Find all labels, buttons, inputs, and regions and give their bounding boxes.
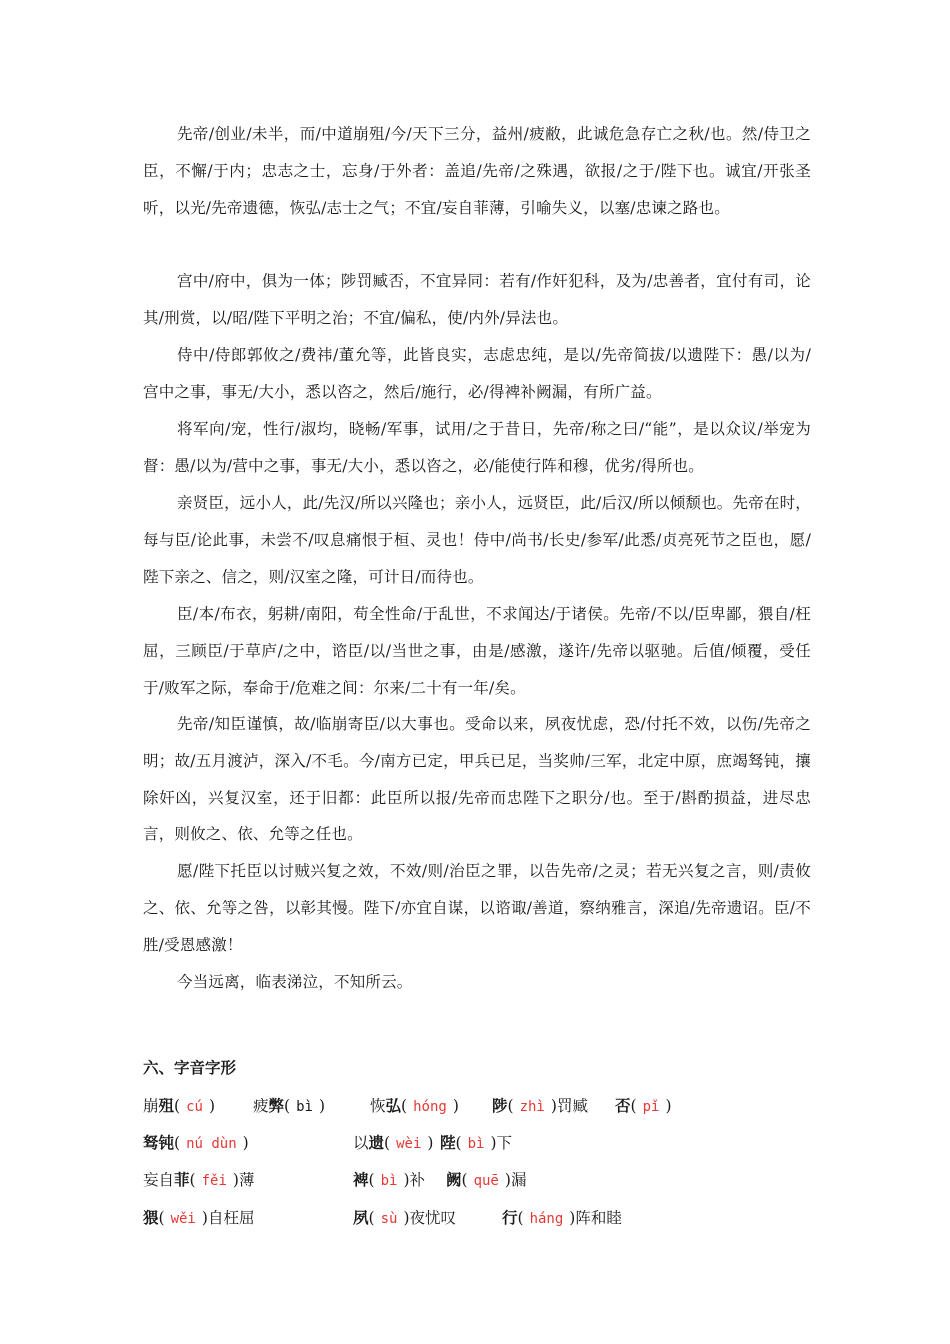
vocab-paren-open: ( bbox=[517, 1209, 524, 1227]
vocab-pinyin: hóng bbox=[413, 1099, 447, 1115]
vocab-headword: 弘 bbox=[385, 1096, 402, 1115]
vocab-headword: 阙 bbox=[446, 1170, 462, 1189]
vocab-item bbox=[143, 1168, 254, 1193]
vocab-suffix: 薄 bbox=[238, 1171, 255, 1189]
vocab-paren-close: ) bbox=[318, 1097, 326, 1115]
vocab-paren-close: ) bbox=[452, 1097, 459, 1115]
vocab-suffix: 漏 bbox=[510, 1171, 527, 1189]
vocab-suffix: 下 bbox=[496, 1134, 513, 1152]
vocab-suffix: 罚臧 bbox=[556, 1097, 588, 1115]
paragraph-4: 将军向/宠，性行/淑均，晓畅/军事，试用/之于昔日，先帝/称之曰/“能”，是以众议/举宠为督：愚/以为/营中之事，事无/大小，悉以咨之，必/能使行阵和穆，优劣/得所也。 bbox=[143, 420, 811, 475]
paragraph-7: 先帝/知臣谨慎，故/临崩寄臣/以大事也。受命以来，夙夜忧虑，恐/付托不效，以伤/先帝之明；故/五月渡泸，深入/不毛。今/南方已定，甲兵已足，当奖帅/三军，北定中原，庶竭驽钝，攘除奸凶，兴复汉室，还于旧都：此臣所以报/先帝而忠陛下之职分/也。至于/斟酌损益，进尽忠言，则攸之、依、允等之任也。 bbox=[143, 715, 811, 844]
vocab-paren-close: ) bbox=[403, 1171, 410, 1189]
vocab-headword: 夙 bbox=[353, 1208, 369, 1227]
vocab-pinyin: cú bbox=[186, 1099, 203, 1115]
vocab-headword: 否 bbox=[615, 1096, 631, 1115]
vocab-item bbox=[253, 1094, 325, 1119]
vocab-headword: 陟 bbox=[492, 1096, 508, 1115]
vocab-paren-close: ) bbox=[403, 1209, 410, 1227]
paragraph-8: 愿/陛下托臣以讨贼兴复之效，不效/则/治臣之罪，以告先帝/之灵；若无兴复之言，则/责攸之、依、允等之咎，以彰其慢。陛下/亦宜自谋，以谘诹/善道，察纳雅言，深追/先帝遗诏。臣/不胜/受恩感激！ bbox=[143, 862, 811, 954]
vocab-suffix: 补 bbox=[409, 1171, 426, 1189]
vocab-suffix: 阵和睦 bbox=[575, 1209, 622, 1227]
paragraph-5: 亲贤臣，远小人，此/先汉/所以兴隆也；亲小人，远贤臣，此/后汉/所以倾颓也。先帝在时，每与臣/论此事，未尝不/叹息痛恨于桓、灵也！侍中/尚书/长史/参军/此悉/贞亮死节之臣也，愿/陛下亲之、信之，则/汉室之隆，可计日/而待也。 bbox=[143, 494, 811, 586]
section-title: 六、字音字形 bbox=[143, 1058, 237, 1077]
vocab-paren-close: ) bbox=[504, 1171, 511, 1189]
vocab-paren-close: ) bbox=[490, 1134, 497, 1152]
vocab-paren-close: ) bbox=[427, 1134, 434, 1152]
vocab-prefix: 以 bbox=[353, 1134, 369, 1152]
vocab-paren-close: ) bbox=[242, 1134, 249, 1152]
vocab-headword: 驽钝 bbox=[143, 1133, 175, 1152]
vocab-paren-open: ( bbox=[455, 1134, 462, 1152]
vocab-item bbox=[370, 1094, 459, 1119]
vocab-headword: 遗 bbox=[368, 1133, 385, 1152]
vocab-paren-close: ) bbox=[208, 1097, 216, 1115]
vocab-paren-open: ( bbox=[284, 1097, 291, 1115]
vocab-prefix: 妄自 bbox=[143, 1171, 175, 1189]
vocab-item bbox=[353, 1168, 425, 1193]
vocab-pinyin: pǐ bbox=[642, 1099, 660, 1115]
vocab-item bbox=[502, 1206, 622, 1231]
vocab-paren-open: ( bbox=[368, 1171, 375, 1189]
vocab-pinyin: háng bbox=[529, 1211, 564, 1227]
vocab-headword: 菲 bbox=[174, 1170, 190, 1189]
vocab-headword: 弊 bbox=[268, 1096, 285, 1115]
vocab-prefix: 崩 bbox=[143, 1097, 159, 1115]
paragraph-9: 今当远离，临表涕泣，不知所云。 bbox=[177, 973, 413, 991]
vocab-suffix: 自枉屈 bbox=[207, 1209, 255, 1227]
vocab-paren-open: ( bbox=[401, 1097, 408, 1115]
vocab-pinyin: bì bbox=[467, 1136, 485, 1152]
vocab-headword: 猥 bbox=[143, 1208, 159, 1227]
vocab-item bbox=[143, 1131, 249, 1156]
vocab-item bbox=[353, 1206, 456, 1231]
vocab-item bbox=[143, 1094, 215, 1119]
vocab-item bbox=[353, 1131, 433, 1156]
vocab-paren-open: ( bbox=[174, 1134, 181, 1152]
vocab-pinyin: zhì bbox=[519, 1099, 545, 1115]
paragraph-3: 侍中/侍郎郭攸之/费祎/董允等，此皆良实，志虑忠纯，是以/先帝简拔/以遗陛下：愚/以为/宫中之事，事无/大小，悉以咨之，然后/施行，必/得裨补阙漏，有所广益。 bbox=[143, 346, 811, 401]
paragraph-2: 宫中/府中，俱为一体；陟罚臧否，不宜异同：若有/作奸犯科，及为/忠善者，宜付有司，论其/刑赏，以/昭/陛下平明之治；不宜/偏私，使/内外/异法也。 bbox=[143, 272, 811, 327]
vocab-headword: 裨 bbox=[353, 1170, 369, 1189]
vocab-headword: 殂 bbox=[158, 1096, 175, 1115]
vocab-prefix: 疲 bbox=[253, 1097, 269, 1115]
vocab-suffix: 夜忧叹 bbox=[409, 1209, 457, 1227]
vocab-headword: 行 bbox=[502, 1208, 518, 1227]
vocab-pinyin: sù bbox=[380, 1211, 398, 1227]
vocab-paren-close: ) bbox=[665, 1097, 672, 1115]
vocab-item bbox=[492, 1094, 588, 1119]
vocab-pinyin: wèi bbox=[396, 1136, 422, 1152]
vocab-paren-open: ( bbox=[158, 1209, 165, 1227]
vocab-item bbox=[440, 1131, 512, 1156]
vocab-paren-close: ) bbox=[232, 1171, 239, 1189]
paragraph-1: 先帝/创业/未半，而/中道崩殂/今/天下三分，益州/疲敝，此诚危急存亡之秋/也。然/侍卫之臣，不懈/于内；忠志之士，忘身/于外者：盖追/先帝/之殊遇，欲报/之于/陛下也。诚宜/开张圣听，以光/先帝遗德，恢弘/志士之气；不宜/妄自菲薄，引喻失义，以塞/忠谏之路也。 bbox=[143, 125, 811, 217]
vocab-paren-close: ) bbox=[550, 1097, 557, 1115]
vocab-paren-open: ( bbox=[384, 1134, 391, 1152]
vocab-headword: 陛 bbox=[440, 1133, 456, 1152]
vocab-pinyin: nú dùn bbox=[186, 1136, 237, 1152]
vocab-paren-close: ) bbox=[201, 1209, 208, 1227]
vocab-pinyin: bì bbox=[296, 1099, 313, 1115]
vocab-paren-open: ( bbox=[189, 1171, 196, 1189]
vocab-pinyin: quē bbox=[473, 1173, 499, 1189]
vocab-pinyin: wěi bbox=[170, 1211, 196, 1227]
vocab-paren-open: ( bbox=[461, 1171, 468, 1189]
vocab-item bbox=[615, 1094, 672, 1119]
vocab-paren-close: ) bbox=[569, 1209, 576, 1227]
vocab-pinyin: bì bbox=[380, 1173, 398, 1189]
vocab-paren-open: ( bbox=[507, 1097, 514, 1115]
vocab-item bbox=[446, 1168, 526, 1193]
vocab-paren-open: ( bbox=[368, 1209, 375, 1227]
vocab-pinyin: fěi bbox=[201, 1173, 227, 1189]
paragraph-6: 臣/本/布衣，躬耕/南阳，苟全性命/于乱世，不求闻达/于诸侯。先帝/不以/臣卑鄙，猥自/枉屈，三顾臣/于草庐/之中，谘臣/以/当世之事，由是/感激，遂许/先帝以驱驰。后值/倾覆，受任于/败军之际，奉命于/危难之间：尔来/二十有一年/矣。 bbox=[143, 605, 811, 697]
vocab-paren-open: ( bbox=[630, 1097, 637, 1115]
vocab-item bbox=[143, 1206, 254, 1231]
vocab-paren-open: ( bbox=[174, 1097, 181, 1115]
vocab-prefix: 恢 bbox=[370, 1097, 386, 1115]
